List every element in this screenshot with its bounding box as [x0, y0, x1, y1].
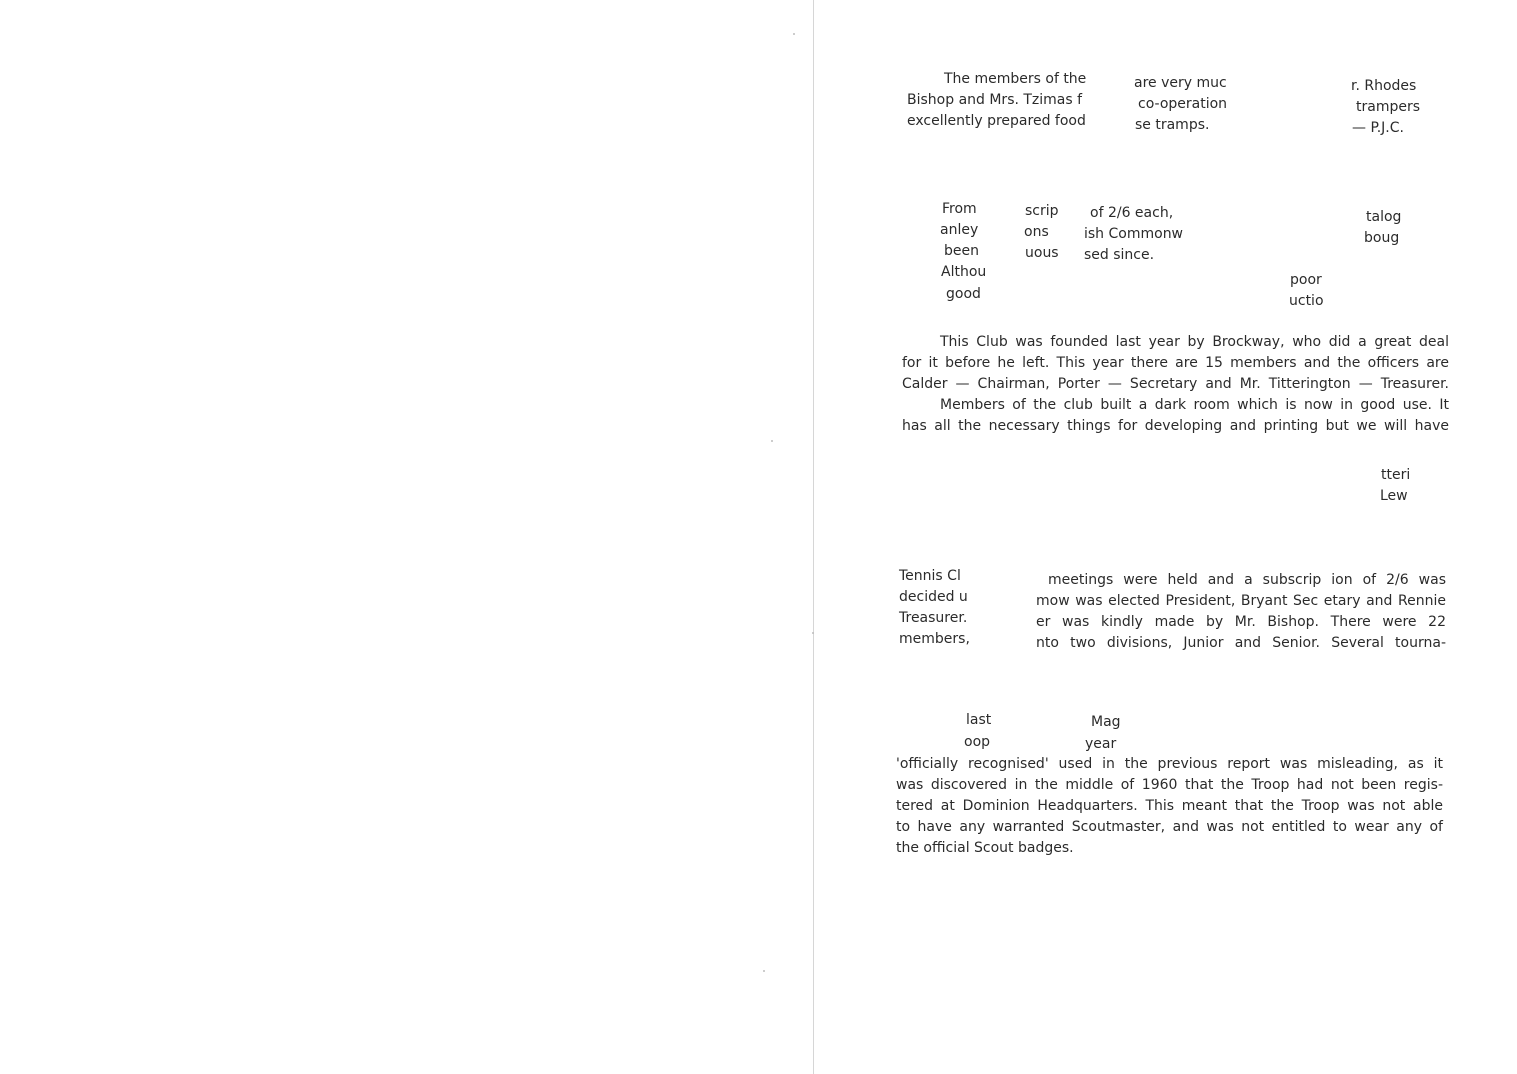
text-line: se tramps.	[1135, 117, 1210, 133]
text-line: meetings were held and a subscrip ion of 2/6 was	[1048, 572, 1446, 588]
text-fragment: year	[1085, 736, 1117, 752]
text-line: 'officially recognised' used in the previous report was misleading, as it	[896, 756, 1443, 772]
text-line: ons	[1024, 224, 1049, 240]
text-line: uous	[1025, 245, 1059, 261]
text-line: Calder — Chairman, Porter — Secretary and Mr. Titterington — Treasurer.	[902, 376, 1449, 392]
text-line: nto two divisions, Junior and Senior. Several tourna-	[1036, 635, 1446, 651]
text-line: for it before he left. This year there are 15 members and the officers are	[902, 355, 1449, 371]
page-gutter	[813, 0, 814, 1074]
text-line: to have any warranted Scoutmaster, and was not entitled to wear any of	[896, 819, 1443, 835]
text-line: talog	[1366, 209, 1402, 225]
text-line: good	[946, 286, 981, 302]
text-fragment: Mag	[1091, 714, 1121, 730]
speck	[771, 440, 773, 442]
text-line: been	[944, 243, 979, 259]
text-fragment: last	[966, 712, 992, 728]
speck	[812, 632, 814, 634]
text-fragment: tteri	[1381, 467, 1411, 483]
speck	[793, 33, 795, 35]
text-line: r. Rhodes	[1351, 78, 1417, 94]
text-line: of 2/6 each,	[1090, 205, 1174, 221]
text-line: mow was elected President, Bryant Sec etary and Rennie	[1036, 593, 1446, 609]
text-line: tered at Dominion Headquarters. This meant that the Troop was not able	[896, 798, 1443, 814]
text-line: ish Commonw	[1084, 226, 1184, 242]
photo-club-paragraph	[902, 332, 1449, 437]
text-line: boug	[1364, 230, 1400, 246]
text-line: er was kindly made by Mr. Bishop. There were 22	[1036, 614, 1446, 630]
text-line: scrip	[1025, 203, 1059, 219]
text-line: members,	[899, 631, 970, 647]
text-line: the official Scout badges.	[896, 840, 1074, 856]
text-line: Treasurer.	[899, 610, 968, 626]
text-line: Tennis Cl	[899, 568, 961, 584]
text-line: This Club was founded last year by Brockway, who did a great deal	[940, 334, 1449, 350]
text-fragment: Lew	[1380, 488, 1408, 504]
scouts-paragraph	[896, 754, 1443, 859]
text-line: has all the necessary things for developing and printing but we will have	[902, 418, 1449, 434]
text-line: poor	[1290, 272, 1322, 288]
text-line: decided u	[899, 589, 968, 605]
text-line: Bishop and Mrs. Tzimas f	[907, 92, 1083, 108]
text-line: Althou	[941, 264, 987, 280]
text-line: are very muc	[1134, 75, 1227, 91]
text-fragment: oop	[964, 734, 991, 750]
text-line: excellently prepared food	[907, 113, 1086, 129]
text-line: The members of the	[944, 71, 1087, 87]
text-line: was discovered in the middle of 1960 that the Troop had not been regis-	[896, 777, 1443, 793]
signature-initials: — P.J.C.	[1352, 120, 1404, 136]
text-line: anley	[940, 222, 979, 238]
text-line: trampers	[1356, 99, 1421, 115]
text-line: co-operation	[1138, 96, 1228, 112]
text-line: Members of the club built a dark room which is now in good use. It	[940, 397, 1449, 413]
tennis-paragraph	[1036, 570, 1446, 654]
text-line: uctio	[1289, 293, 1324, 309]
speck	[763, 970, 765, 972]
text-line: sed since.	[1084, 247, 1155, 263]
text-line: From	[942, 201, 977, 217]
